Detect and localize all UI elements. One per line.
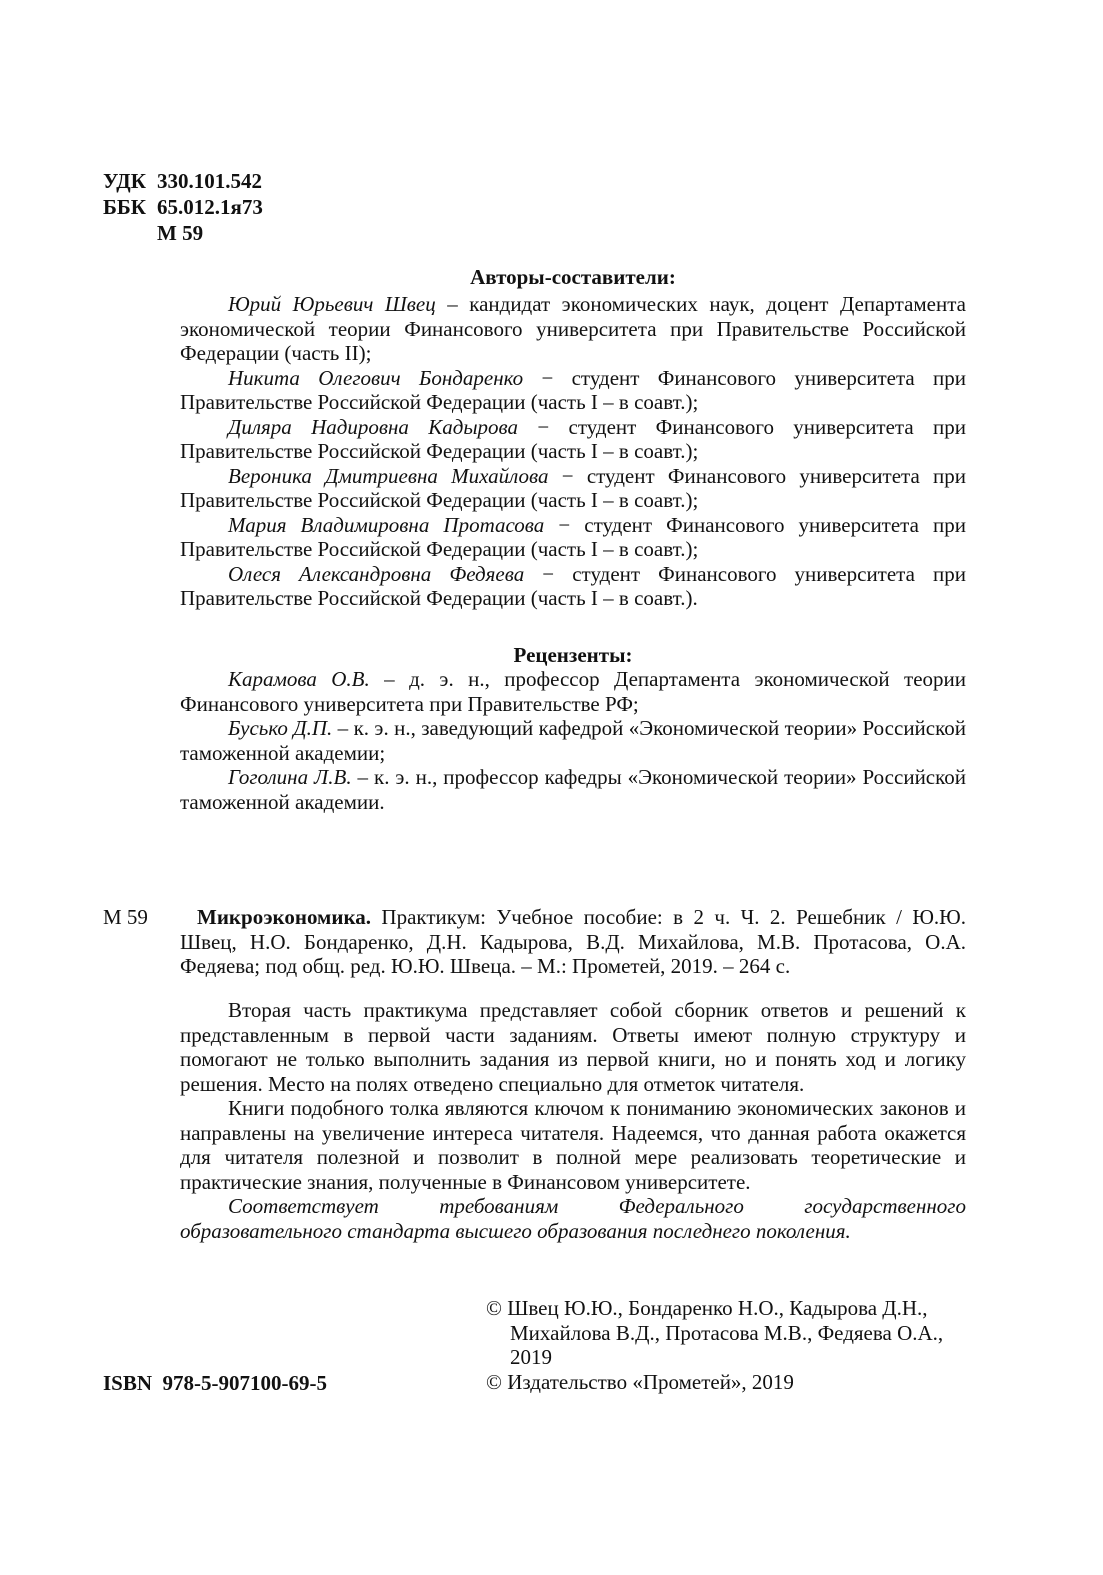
author-entry: Диляра Надировна Кадырова − студент Финансового университета при Правительстве Российской Федерации (часть I – в соавт.); — [180, 414, 966, 463]
udk-value: 330.101.542 — [157, 169, 262, 193]
reviewer-entry: Гоголина Л.В. – к. э. н., профессор кафедры «Экономической теории» Российской таможенной академии. — [180, 765, 966, 814]
abstract-paragraph: Вторая часть практикума представляет собой сборник ответов и решений к представленным в первой части заданиям. Ответы имеют полную структуру и помогают не только выполнить задания из первой книги, но и понять ход и логику решения. Место на полях отведено специально для отметок читателя. — [180, 998, 966, 1096]
author-entry: Олеся Александровна Федяева − студент Финансового университета при Правительстве Российской Федерации (часть I – в соавт.). — [180, 561, 966, 610]
isbn: ISBN 978-5-907100-69-5 — [103, 1371, 327, 1395]
classification-codes — [103, 168, 263, 246]
reviewers-heading: Рецензенты: — [513, 643, 633, 667]
bbk-value: 65.012.1я73 — [157, 195, 263, 219]
reviewer-entry: Бусько Д.П. – к. э. н., заведующий кафедрой «Экономической теории» Российской таможенной академии; — [180, 716, 966, 765]
bibliography-record — [180, 905, 966, 979]
author-entry: Мария Владимировна Протасова − студент Финансового университета при Правительстве Российской Федерации (часть I – в соавт.); — [180, 512, 966, 561]
copyright-year: 2019 — [510, 1345, 552, 1369]
reviewers-list — [180, 667, 966, 814]
authors-heading: Авторы-составители: — [470, 265, 676, 289]
author-entry: Никита Олегович Бондаренко − студент Финансового университета при Правительстве Российской Федерации (часть I – в соавт.); — [180, 365, 966, 414]
copyright-authors: © Швец Ю.Ю., Бондаренко Н.О., Кадырова Д.Н., — [486, 1296, 928, 1320]
book-title: Микроэкономика. — [197, 905, 371, 929]
udk-label: УДК — [103, 169, 146, 193]
author-entry: Юрий Юрьевич Швец – кандидат экономических наук, доцент Департамента экономической теории Финансового университета при Правительстве Российской Федерации (часть II); — [180, 292, 966, 365]
author-mark: М 59 — [157, 221, 204, 245]
bbk-label: ББК — [103, 195, 146, 219]
bibliography-text: Практикум: Учебное пособие: в 2 ч. Ч. 2. Решебник / Ю.Ю. Швец, Н.О. Бондаренко, Д.Н. Кадырова, В.Д. Михайлова, М.В. Протасова, О.А. Федяева; под общ. ред. Ю.Ю. Швеца. – М.: Прометей, 2019. – 264 с. — [180, 905, 966, 978]
bibliography-code: М 59 — [103, 905, 148, 929]
abstract — [180, 998, 966, 1243]
standard-note: Соответствует требованиям Федерального государственного образовательного стандарта высшего образования последнего поколения. — [180, 1194, 966, 1243]
author-entry: Вероника Дмитриевна Михайлова − студент Финансового университета при Правительстве Российской Федерации (часть I – в соавт.); — [180, 463, 966, 512]
copyright-block — [486, 1296, 966, 1394]
copyright-authors-cont: Михайлова В.Д., Протасова М.В., Федяева О.А., — [510, 1320, 944, 1345]
reviewer-entry: Карамова О.В. – д. э. н., профессор Департамента экономической теории Финансового университета при Правительстве РФ; — [180, 667, 966, 716]
copyright-publisher: © Издательство «Прометей», 2019 — [486, 1369, 794, 1394]
authors-list — [180, 292, 966, 611]
abstract-paragraph: Книги подобного толка являются ключом к пониманию экономических законов и направлены на увеличение интереса читателя. Надеемся, что данная работа окажется для читателя полезной и позволит в полной мере реализовать теоретические и практические знания, полученные в Финансовом университете. — [180, 1096, 966, 1194]
